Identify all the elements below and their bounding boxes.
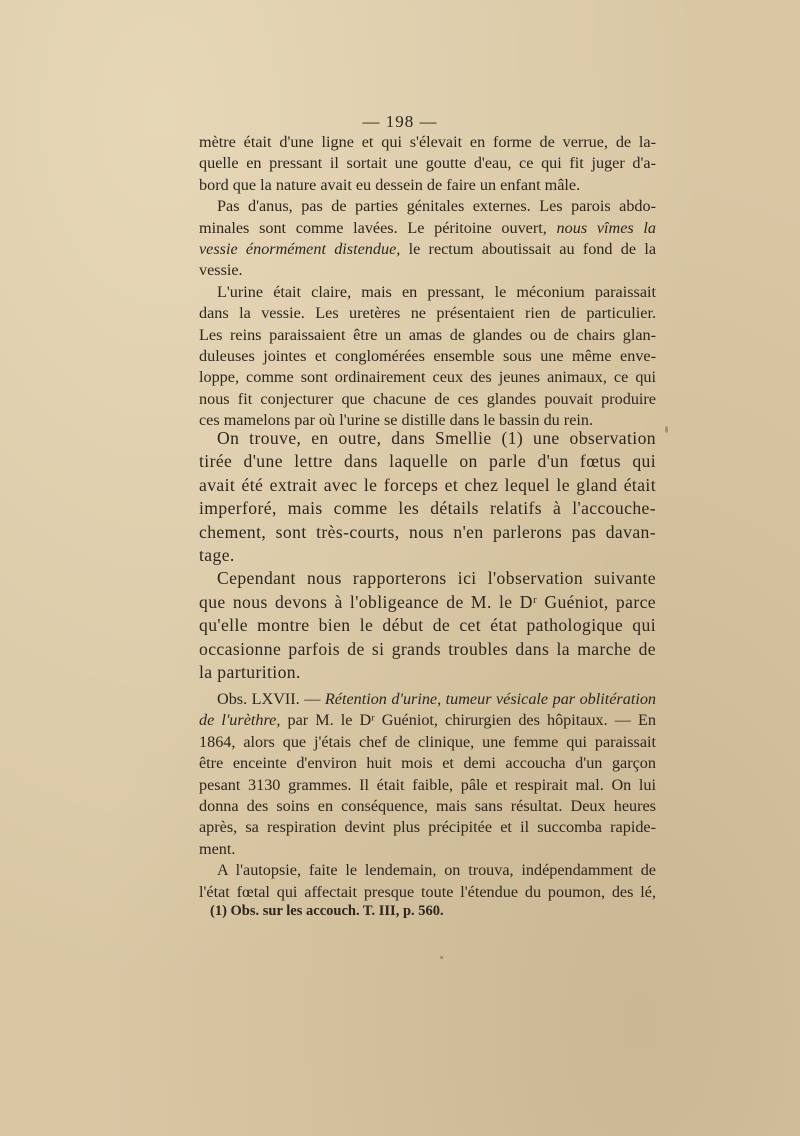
text-span: le rectum aboutissait au fond de la: [408, 240, 657, 259]
observation-block: [199, 689, 656, 903]
text-line: [199, 239, 656, 260]
text-line: vessie.: [199, 261, 243, 280]
paragraph-block-1: [199, 132, 656, 432]
text-span: minales sont comme lavées. Le péritoine ouvert,: [199, 218, 547, 237]
observation-title-continued: de l'urèthre,: [199, 711, 281, 730]
text-line: [199, 218, 656, 239]
text-line: mètre était d'une ligne et qui s'élevait en forme de verrue, de la-: [199, 133, 656, 151]
text-span: —: [299, 690, 325, 708]
text-line: avait été extrait avec le forceps et chez lequel le gland était: [199, 474, 656, 495]
text-line: occasionne parfois de si grands troubles dans la marche de: [199, 638, 656, 659]
text-line: Cependant nous rapporterons ici l'observation suivante: [217, 568, 656, 589]
text-line: duleuses jointes et conglomérées ensemble sous une même enve-: [199, 347, 656, 366]
text-line: Les reins paraissaient être un amas de glandes ou de chairs glan-: [199, 325, 656, 344]
paper-speck: [440, 956, 443, 959]
observation-heading-line: [199, 689, 656, 710]
text-line: Pas d'anus, pas de parties génitales externes. Les parois abdo-: [217, 197, 656, 216]
italic-span: nous vîmes la: [556, 218, 657, 237]
text-line: l'état fœtal qui affectait presque toute l'étendue du poumon, des lé,: [199, 882, 656, 901]
text-line: que nous devons à l'obligeance de M. le Dʳ Guéniot, parce: [199, 591, 656, 612]
footnote: (1) Obs. sur les accouch. T. III, p. 560.: [210, 903, 444, 919]
text-line: loppe, comme sont ordinairement ceux des jeunes animaux, ce qui: [199, 368, 656, 387]
text-line: 1864, alors que j'étais chef de clinique, une femme qui paraissait: [199, 732, 656, 751]
text-line: être enceinte d'environ huit mois et demi accoucha d'un garçon: [199, 754, 656, 773]
text-line: dans la vessie. Les uretères ne présentaient rien de particulier.: [199, 304, 656, 323]
text-line: nous fit conjecturer que chacune de ces glandes pouvait produire: [199, 389, 656, 408]
text-line: imperforé, mais comme les détails relatifs à l'accouche-: [199, 498, 656, 519]
text-span: par M. le Dʳ Guéniot, chirurgien des hôpitaux. — En: [280, 711, 656, 730]
text-line: A l'autopsie, faite le lendemain, on trouva, indépendamment de: [217, 861, 656, 880]
text-line: bord que la nature avait eu dessein de faire un enfant mâle.: [199, 175, 581, 194]
text-line: ment.: [199, 839, 236, 858]
text-line: On trouve, en outre, dans Smellie (1) une observation: [217, 428, 656, 448]
text-line: quelle en pressant il sortait une goutte d'eau, ce qui fit juger d'a-: [199, 154, 656, 173]
observation-title: Rétention d'urine, tumeur vésicale par oblitération: [324, 690, 657, 708]
observation-label: Obs. LXVII.: [217, 690, 300, 708]
text-line: chement, sont très-courts, nous n'en parlerons pas davan-: [199, 521, 656, 542]
paper-speck: [665, 426, 668, 433]
text-line: après, sa respiration devint plus précipitée et il succomba rapide-: [199, 818, 656, 837]
text-line: donna des soins en conséquence, mais sans résultat. Deux heures: [199, 797, 656, 816]
text-line: pesant 3130 grammes. Il était faible, pâle et respirait mal. On lui: [199, 775, 656, 794]
text-line: qu'elle montre bien le début de cet état pathologique qui: [199, 615, 656, 636]
italic-span: vessie énormément distendue,: [199, 240, 401, 259]
text-line: L'urine était claire, mais en pressant, le méconium paraissait: [217, 282, 656, 301]
text-line: ces mamelons par où l'urine se distille dans le bassin du rein.: [199, 411, 594, 430]
text-line: la parturition.: [199, 662, 301, 683]
page-number: — 198 —: [362, 112, 438, 131]
text-line: tage.: [199, 545, 235, 566]
paragraph-block-2: [199, 427, 656, 684]
text-line: [199, 710, 656, 731]
text-line: tirée d'une lettre dans laquelle on parle d'un fœtus qui: [199, 451, 656, 472]
